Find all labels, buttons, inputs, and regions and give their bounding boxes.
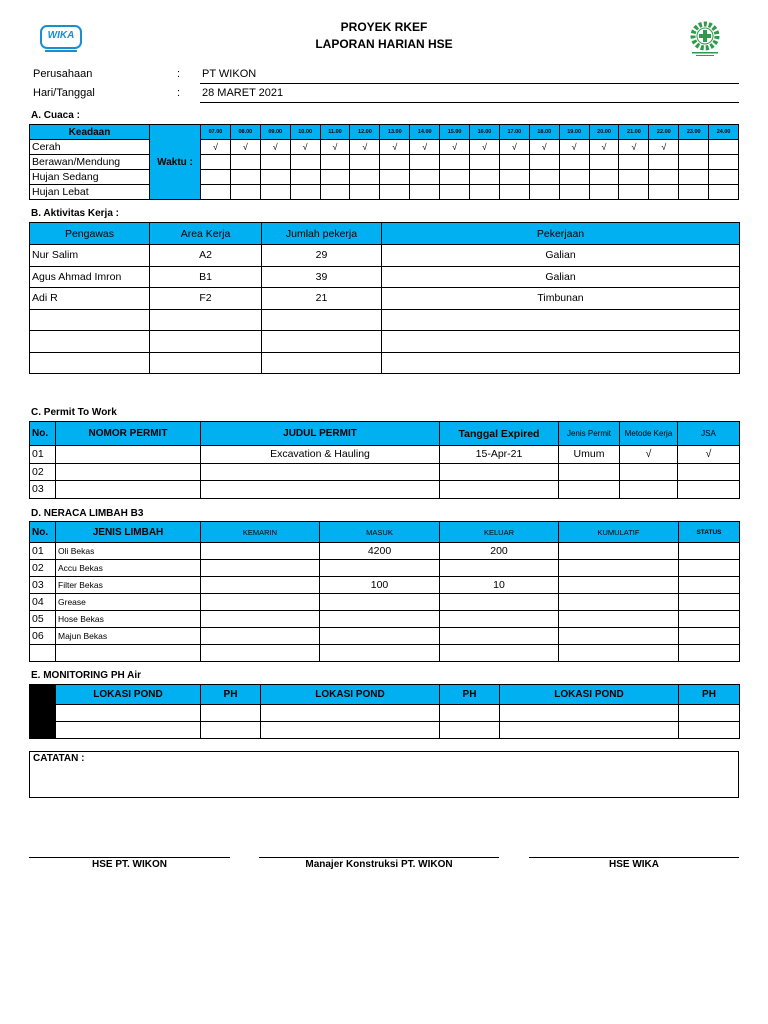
weather-mark-cell[interactable] — [679, 155, 709, 170]
weather-mark-cell[interactable] — [559, 155, 589, 170]
weather-mark-cell[interactable]: √ — [290, 140, 320, 155]
weather-mark-cell[interactable] — [470, 185, 500, 200]
weather-mark-cell[interactable] — [709, 155, 739, 170]
waste-cell[interactable] — [679, 645, 740, 662]
weather-hour-header: 21.00 — [619, 125, 649, 140]
activity-cell[interactable] — [150, 331, 262, 353]
activity-cell[interactable] — [382, 309, 740, 331]
permit-section-title: C. Permit To Work — [31, 407, 117, 418]
ph-cell[interactable] — [679, 705, 740, 722]
permit-cell[interactable] — [678, 463, 740, 481]
permit-cell[interactable] — [559, 481, 620, 499]
weather-condition-label: Berawan/Mendung — [30, 155, 150, 170]
activity-row — [30, 352, 740, 374]
signature-hse-wika: HSE WIKA — [609, 859, 659, 870]
activity-cell[interactable]: Galian — [382, 245, 740, 267]
waste-header-in: MASUK — [320, 522, 440, 543]
activity-row — [30, 266, 740, 288]
weather-hour-header: 18.00 — [529, 125, 559, 140]
weather-row — [30, 170, 739, 185]
weather-mark-cell[interactable] — [440, 155, 470, 170]
ph-header-ph-1: PH — [201, 685, 261, 705]
waste-cell[interactable] — [679, 611, 740, 628]
waste-cell[interactable]: 03 — [30, 577, 56, 594]
notes-label: CATATAN : — [33, 753, 85, 764]
weather-condition-label: Hujan Lebat — [30, 185, 150, 200]
ph-cell[interactable] — [201, 722, 261, 739]
waste-cell[interactable]: Grease — [56, 594, 201, 611]
weather-mark-cell[interactable] — [529, 185, 559, 200]
permit-cell[interactable]: 01 — [30, 446, 56, 464]
weather-mark-cell[interactable]: √ — [230, 140, 260, 155]
weather-mark-cell[interactable] — [350, 155, 380, 170]
ph-cell[interactable] — [56, 705, 201, 722]
waste-cell[interactable]: 01 — [30, 543, 56, 560]
activity-cell[interactable] — [382, 352, 740, 374]
weather-row — [30, 140, 739, 155]
weather-mark-cell[interactable] — [230, 155, 260, 170]
permit-cell[interactable] — [201, 463, 440, 481]
weather-mark-cell[interactable]: √ — [470, 140, 500, 155]
weather-hour-header: 12.00 — [350, 125, 380, 140]
ph-cell[interactable] — [679, 722, 740, 739]
waste-cell[interactable]: 04 — [30, 594, 56, 611]
permit-header-row — [30, 422, 740, 446]
weather-mark-cell[interactable] — [230, 185, 260, 200]
activity-table — [29, 222, 740, 374]
activity-header-workers: Jumlah pekerja — [262, 223, 382, 245]
signature-line-right — [529, 857, 739, 858]
permit-cell[interactable]: Umum — [559, 446, 620, 464]
weather-mark-cell[interactable] — [440, 170, 470, 185]
weather-mark-cell[interactable] — [410, 170, 440, 185]
weather-mark-cell[interactable] — [649, 185, 679, 200]
waste-cell[interactable] — [559, 594, 679, 611]
ph-cell[interactable] — [201, 705, 261, 722]
activity-cell[interactable]: 21 — [262, 288, 382, 310]
weather-mark-cell[interactable] — [230, 170, 260, 185]
waste-cell[interactable] — [440, 645, 559, 662]
report-title: LAPORAN HARIAN HSE — [315, 37, 453, 51]
weather-hour-header: 19.00 — [559, 125, 589, 140]
activity-cell[interactable] — [30, 331, 150, 353]
weather-mark-cell[interactable]: √ — [589, 140, 619, 155]
weather-mark-cell[interactable] — [380, 155, 410, 170]
waste-cell[interactable]: 06 — [30, 628, 56, 645]
weather-mark-cell[interactable] — [619, 170, 649, 185]
weather-hour-header: 10.00 — [290, 125, 320, 140]
waste-row — [30, 577, 740, 594]
weather-mark-cell[interactable]: √ — [350, 140, 380, 155]
waste-cell[interactable]: 02 — [30, 560, 56, 577]
weather-mark-cell[interactable] — [559, 185, 589, 200]
company-label: Perusahaan — [33, 68, 93, 80]
company-colon: : — [177, 68, 181, 80]
waste-cell[interactable] — [201, 560, 320, 577]
activity-cell[interactable]: Nur Salim — [30, 245, 150, 267]
waste-row — [30, 594, 740, 611]
weather-row — [30, 155, 739, 170]
weather-hour-header: 07.00 — [201, 125, 231, 140]
weather-mark-cell[interactable] — [649, 155, 679, 170]
activity-header-supervisor: Pengawas — [30, 223, 150, 245]
weather-mark-cell[interactable]: √ — [410, 140, 440, 155]
permit-header-expired: Tanggal Expired — [440, 422, 559, 446]
waste-cell[interactable]: Accu Bekas — [56, 560, 201, 577]
weather-mark-cell[interactable] — [470, 170, 500, 185]
weather-mark-cell[interactable] — [589, 170, 619, 185]
activity-row — [30, 309, 740, 331]
weather-mark-cell[interactable] — [589, 155, 619, 170]
permit-cell[interactable] — [56, 446, 201, 464]
activity-cell[interactable]: Timbunan — [382, 288, 740, 310]
weather-mark-cell[interactable] — [470, 155, 500, 170]
waste-cell[interactable]: Majun Bekas — [56, 628, 201, 645]
activity-row — [30, 288, 740, 310]
weather-condition-label: Cerah — [30, 140, 150, 155]
weather-hour-header: 23.00 — [679, 125, 709, 140]
weather-mark-cell[interactable]: √ — [440, 140, 470, 155]
weather-hour-header: 17.00 — [499, 125, 529, 140]
permit-cell[interactable] — [620, 481, 678, 499]
activity-cell[interactable] — [30, 309, 150, 331]
waste-row — [30, 611, 740, 628]
weather-mark-cell[interactable] — [380, 185, 410, 200]
weather-mark-cell[interactable] — [201, 185, 231, 200]
weather-mark-cell[interactable] — [529, 170, 559, 185]
activity-cell[interactable] — [150, 352, 262, 374]
waste-cell[interactable]: 10 — [440, 577, 559, 594]
weather-condition-label: Hujan Sedang — [30, 170, 150, 185]
waste-cell[interactable] — [201, 577, 320, 594]
weather-mark-cell[interactable] — [709, 170, 739, 185]
waste-cell[interactable] — [201, 628, 320, 645]
waste-cell[interactable] — [679, 560, 740, 577]
weather-mark-cell[interactable] — [589, 185, 619, 200]
permit-header-number: NOMOR PERMIT — [56, 422, 201, 446]
wika-logo-text: WIKA — [47, 30, 75, 41]
weather-hour-header: 11.00 — [320, 125, 350, 140]
waste-header-row — [30, 522, 740, 543]
date-value: 28 MARET 2021 — [202, 87, 284, 99]
waste-cell[interactable] — [559, 560, 679, 577]
weather-mark-cell[interactable]: √ — [559, 140, 589, 155]
waste-header-cumulative: KUMULATIF — [559, 522, 679, 543]
weather-mark-cell[interactable] — [679, 185, 709, 200]
permit-row — [30, 463, 740, 481]
ph-cell[interactable] — [56, 722, 201, 739]
company-underline — [200, 83, 739, 84]
permit-cell[interactable]: 02 — [30, 463, 56, 481]
weather-mark-cell[interactable] — [260, 155, 290, 170]
waste-cell[interactable] — [201, 594, 320, 611]
ph-cell[interactable] — [500, 705, 679, 722]
waste-cell[interactable] — [440, 594, 559, 611]
permit-cell[interactable] — [678, 481, 740, 499]
weather-hour-header: 14.00 — [410, 125, 440, 140]
activity-cell[interactable] — [262, 352, 382, 374]
ph-table — [29, 684, 740, 739]
weather-mark-cell[interactable] — [559, 170, 589, 185]
weather-table — [29, 124, 739, 200]
permit-header-method: Metode Kerja — [620, 422, 678, 446]
ph-row — [30, 722, 740, 739]
waste-cell[interactable] — [320, 560, 440, 577]
permit-cell[interactable] — [440, 481, 559, 499]
waste-cell[interactable] — [320, 645, 440, 662]
permit-row — [30, 446, 740, 464]
ph-black-block — [30, 685, 56, 739]
activity-cell[interactable]: Adi R — [30, 288, 150, 310]
weather-mark-cell[interactable]: √ — [619, 140, 649, 155]
permit-cell[interactable] — [559, 463, 620, 481]
ph-row — [30, 705, 740, 722]
weather-mark-cell[interactable]: √ — [649, 140, 679, 155]
activity-cell[interactable]: A2 — [150, 245, 262, 267]
ph-cell[interactable] — [261, 722, 440, 739]
weather-hour-header: 24.00 — [709, 125, 739, 140]
weather-hour-header: 16.00 — [470, 125, 500, 140]
weather-mark-cell[interactable] — [649, 170, 679, 185]
weather-hour-header: 20.00 — [589, 125, 619, 140]
waste-section-title: D. NERACA LIMBAH B3 — [31, 508, 144, 519]
waste-cell[interactable]: 100 — [320, 577, 440, 594]
activity-cell[interactable] — [262, 331, 382, 353]
weather-mark-cell[interactable] — [499, 185, 529, 200]
weather-mark-cell[interactable]: √ — [499, 140, 529, 155]
waste-cell[interactable] — [440, 560, 559, 577]
ph-header-location-1: LOKASI POND — [56, 685, 201, 705]
notes-box[interactable] — [29, 751, 739, 798]
date-label: Hari/Tanggal — [33, 87, 95, 99]
weather-mark-cell[interactable]: √ — [380, 140, 410, 155]
ph-header-location-2: LOKASI POND — [261, 685, 440, 705]
ph-cell[interactable] — [261, 705, 440, 722]
permit-cell[interactable] — [620, 463, 678, 481]
waste-cell[interactable] — [56, 645, 201, 662]
weather-mark-cell[interactable]: √ — [529, 140, 559, 155]
weather-condition-header: Keadaan — [30, 125, 150, 140]
weather-mark-cell[interactable] — [320, 155, 350, 170]
weather-hour-header: 22.00 — [649, 125, 679, 140]
waste-row — [30, 543, 740, 560]
waste-row — [30, 628, 740, 645]
activity-header-area: Area Kerja — [150, 223, 262, 245]
activity-cell[interactable]: F2 — [150, 288, 262, 310]
activity-cell[interactable]: Agus Ahmad Imron — [30, 266, 150, 288]
weather-hour-header: 15.00 — [440, 125, 470, 140]
waste-cell[interactable] — [201, 543, 320, 560]
permit-cell[interactable] — [440, 463, 559, 481]
weather-mark-cell[interactable] — [320, 170, 350, 185]
activity-row — [30, 331, 740, 353]
waste-cell[interactable]: Oli Bekas — [56, 543, 201, 560]
ph-header-row — [30, 685, 740, 705]
activity-cell[interactable]: B1 — [150, 266, 262, 288]
activity-header-row — [30, 223, 740, 245]
weather-mark-cell[interactable] — [499, 170, 529, 185]
waste-cell[interactable] — [440, 628, 559, 645]
waste-row — [30, 645, 740, 662]
weather-mark-cell[interactable]: √ — [260, 140, 290, 155]
permit-cell[interactable] — [201, 481, 440, 499]
permit-cell[interactable]: Excavation & Hauling — [201, 446, 440, 464]
weather-mark-cell[interactable] — [410, 155, 440, 170]
signature-manager: Manajer Konstruksi PT. WIKON — [305, 859, 453, 870]
permit-header-jsa: JSA — [678, 422, 740, 446]
waste-header-yesterday: KEMARIN — [201, 522, 320, 543]
activity-cell[interactable] — [262, 309, 382, 331]
waste-table — [29, 521, 740, 662]
weather-row — [30, 185, 739, 200]
date-underline — [200, 102, 739, 103]
signature-line-middle — [259, 857, 499, 858]
date-colon: : — [177, 87, 181, 99]
permit-header-no: No. — [30, 422, 56, 446]
signature-hse-wikon: HSE PT. WIKON — [91, 859, 167, 870]
weather-mark-cell[interactable] — [290, 185, 320, 200]
weather-mark-cell[interactable] — [410, 185, 440, 200]
k3-logo — [688, 20, 722, 58]
weather-mark-cell[interactable] — [619, 185, 649, 200]
permit-cell[interactable] — [56, 481, 201, 499]
waste-cell[interactable]: Filter Bekas — [56, 577, 201, 594]
permit-cell[interactable]: √ — [620, 446, 678, 464]
activity-cell[interactable]: 29 — [262, 245, 382, 267]
signature-line-left — [29, 857, 230, 858]
weather-section-title: A. Cuaca : — [31, 110, 80, 121]
weather-mark-cell[interactable]: √ — [201, 140, 231, 155]
permit-cell[interactable]: √ — [678, 446, 740, 464]
weather-mark-cell[interactable] — [440, 185, 470, 200]
waste-header-status: STATUS — [679, 522, 740, 543]
weather-mark-cell[interactable]: √ — [320, 140, 350, 155]
waste-cell[interactable] — [320, 628, 440, 645]
waste-header-out: KELUAR — [440, 522, 559, 543]
waste-cell[interactable] — [559, 645, 679, 662]
waste-cell[interactable]: Hose Bekas — [56, 611, 201, 628]
weather-mark-cell[interactable] — [320, 185, 350, 200]
waste-cell[interactable] — [559, 628, 679, 645]
waste-cell[interactable] — [559, 577, 679, 594]
waste-cell[interactable] — [679, 577, 740, 594]
weather-hour-header: 08.00 — [230, 125, 260, 140]
weather-mark-cell[interactable] — [499, 155, 529, 170]
waste-cell[interactable] — [201, 645, 320, 662]
activity-cell[interactable] — [382, 331, 740, 353]
ph-cell[interactable] — [440, 705, 500, 722]
waste-cell[interactable] — [201, 611, 320, 628]
project-title: PROYEK RKEF — [340, 20, 428, 34]
weather-time-label: Waktu : — [150, 125, 201, 200]
ph-header-ph-3: PH — [679, 685, 740, 705]
waste-cell[interactable]: 05 — [30, 611, 56, 628]
activity-cell[interactable] — [30, 352, 150, 374]
activity-cell[interactable]: 39 — [262, 266, 382, 288]
ph-section-title: E. MONITORING PH Air — [31, 670, 142, 681]
weather-mark-cell[interactable] — [709, 140, 739, 155]
activity-cell[interactable]: Galian — [382, 266, 740, 288]
weather-mark-cell[interactable] — [201, 170, 231, 185]
weather-mark-cell[interactable] — [529, 155, 559, 170]
waste-cell[interactable] — [679, 628, 740, 645]
waste-cell[interactable] — [559, 543, 679, 560]
ph-cell[interactable] — [500, 722, 679, 739]
weather-mark-cell[interactable] — [709, 185, 739, 200]
permit-table — [29, 421, 740, 499]
weather-mark-cell[interactable] — [290, 155, 320, 170]
weather-hour-header: 09.00 — [260, 125, 290, 140]
weather-mark-cell[interactable] — [380, 170, 410, 185]
ph-header-location-3: LOKASI POND — [500, 685, 679, 705]
weather-header-row — [30, 125, 739, 140]
weather-mark-cell[interactable] — [350, 170, 380, 185]
waste-cell[interactable] — [559, 611, 679, 628]
weather-mark-cell[interactable] — [260, 170, 290, 185]
waste-cell[interactable] — [440, 611, 559, 628]
weather-hour-header: 13.00 — [380, 125, 410, 140]
weather-mark-cell[interactable] — [260, 185, 290, 200]
activity-header-job: Pekerjaan — [382, 223, 740, 245]
waste-cell[interactable] — [30, 645, 56, 662]
activity-cell[interactable] — [150, 309, 262, 331]
permit-cell[interactable] — [56, 463, 201, 481]
company-value: PT WIKON — [202, 68, 257, 80]
waste-cell[interactable]: 200 — [440, 543, 559, 560]
waste-cell[interactable] — [679, 594, 740, 611]
activity-row — [30, 245, 740, 267]
waste-row — [30, 560, 740, 577]
waste-header-no: No. — [30, 522, 56, 543]
waste-cell[interactable]: 4200 — [320, 543, 440, 560]
activity-section-title: B. Aktivitas Kerja : — [31, 208, 119, 219]
permit-header-type: Jenis Permit — [559, 422, 620, 446]
permit-cell[interactable]: 15-Apr-21 — [440, 446, 559, 464]
waste-cell[interactable] — [320, 611, 440, 628]
weather-mark-cell[interactable] — [201, 155, 231, 170]
waste-cell[interactable] — [679, 543, 740, 560]
permit-row — [30, 481, 740, 499]
ph-header-ph-2: PH — [440, 685, 500, 705]
permit-header-title: JUDUL PERMIT — [201, 422, 440, 446]
permit-cell[interactable]: 03 — [30, 481, 56, 499]
ph-cell[interactable] — [440, 722, 500, 739]
weather-mark-cell[interactable] — [679, 170, 709, 185]
waste-cell[interactable] — [320, 594, 440, 611]
waste-header-type: JENIS LIMBAH — [56, 522, 201, 543]
weather-mark-cell[interactable] — [290, 170, 320, 185]
weather-mark-cell[interactable] — [350, 185, 380, 200]
weather-mark-cell[interactable] — [679, 140, 709, 155]
weather-mark-cell[interactable] — [619, 155, 649, 170]
